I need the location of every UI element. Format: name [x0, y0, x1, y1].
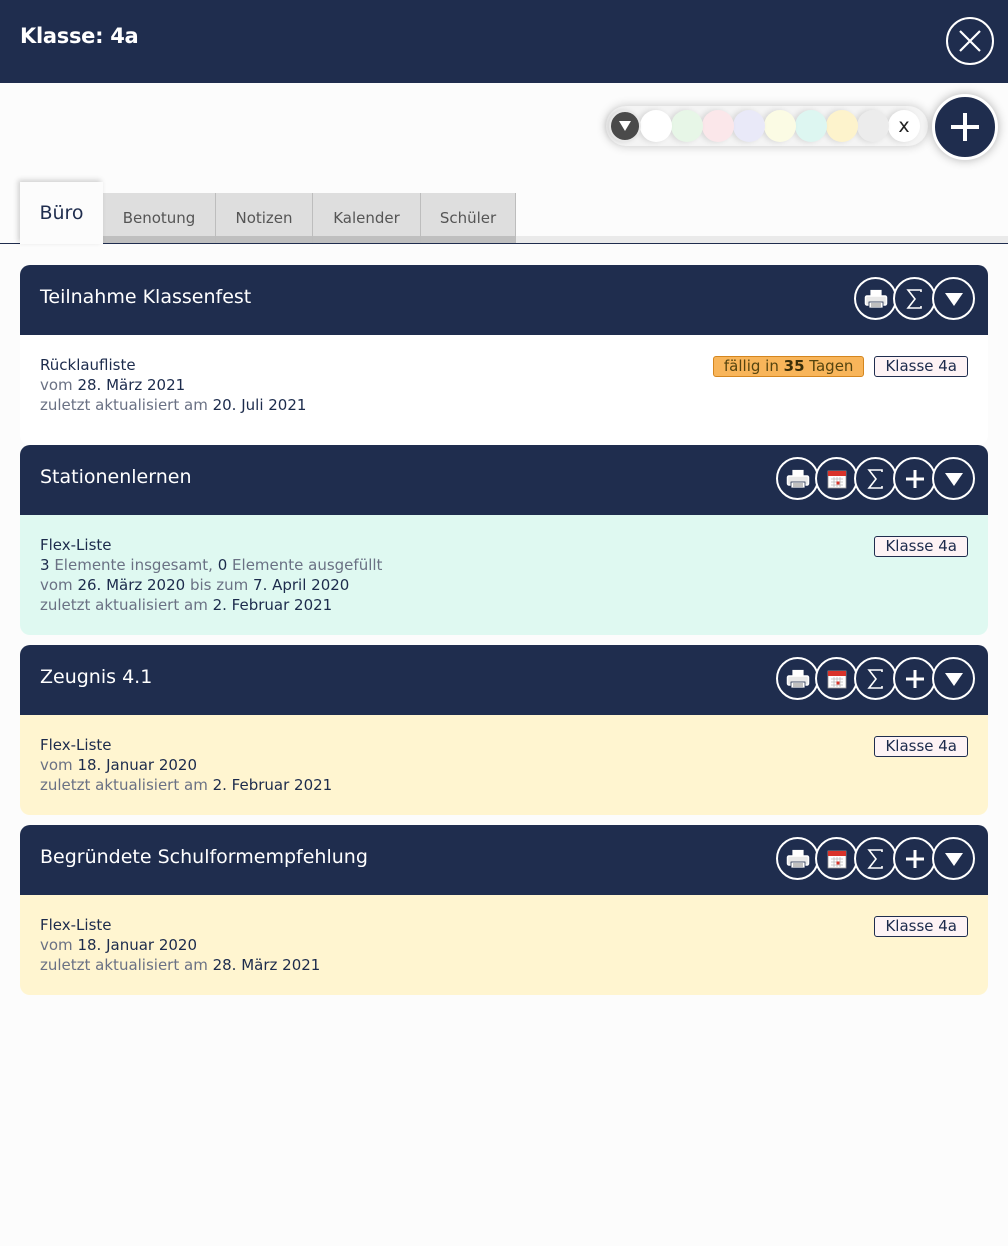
- color-swatch-gray[interactable]: [857, 110, 889, 142]
- class-badge: Klasse 4a: [874, 536, 968, 557]
- class-badge: Klasse 4a: [874, 356, 968, 377]
- triangle-down-icon: [618, 120, 632, 132]
- triangle-down-icon: [944, 291, 964, 307]
- sum-button[interactable]: [854, 457, 897, 500]
- sum-button[interactable]: [854, 837, 897, 880]
- updated-date: 28. März 2021: [212, 956, 321, 974]
- title-bar: [0, 0, 1008, 83]
- print-button[interactable]: [776, 657, 819, 700]
- updated-line: zuletzt aktualisiert am 20. Juli 2021: [40, 396, 307, 414]
- triangle-down-icon: [944, 471, 964, 487]
- card-title: Teilnahme Klassenfest: [40, 286, 252, 308]
- color-filter-toggle[interactable]: [609, 110, 641, 142]
- list-type: Flex-Liste: [40, 736, 112, 754]
- tabs-shade: [515, 236, 1008, 243]
- due-badge: fällig in 35 Tagen: [713, 356, 865, 377]
- card-title: Stationenlernen: [40, 466, 192, 488]
- created-date: 18. Januar 2020: [77, 756, 198, 774]
- list-card: [20, 645, 988, 815]
- plus-icon: [904, 848, 926, 870]
- close-button[interactable]: [946, 17, 994, 65]
- created-date: 26. März 2020: [77, 576, 186, 594]
- list-type: Rücklaufliste: [40, 356, 136, 374]
- card-actions: [776, 837, 975, 880]
- printer-icon: [786, 668, 810, 690]
- created-line: vom 28. März 2021: [40, 376, 186, 394]
- card-header[interactable]: [20, 645, 988, 715]
- card-body[interactable]: [20, 895, 988, 995]
- triangle-down-icon: [944, 851, 964, 867]
- list-type: Flex-Liste: [40, 916, 112, 934]
- color-swatch-lavender[interactable]: [733, 110, 765, 142]
- card-actions: [776, 457, 975, 500]
- updated-date: 20. Juli 2021: [212, 396, 307, 414]
- list-card: [20, 445, 988, 635]
- element-count-filled: 0: [217, 556, 228, 574]
- element-count-total: 3: [40, 556, 50, 574]
- calendar-icon: [827, 469, 847, 489]
- date-range-line: vom 26. März 2020 bis zum 7. April 2020: [40, 576, 350, 594]
- updated-date: 2. Februar 2021: [212, 596, 333, 614]
- class-badge: Klasse 4a: [874, 736, 968, 757]
- triangle-down-icon: [944, 671, 964, 687]
- calendar-button[interactable]: [815, 837, 858, 880]
- expand-button[interactable]: [932, 837, 975, 880]
- card-actions: [854, 277, 975, 320]
- expand-button[interactable]: [932, 277, 975, 320]
- card-body[interactable]: [20, 515, 988, 635]
- printer-icon: [786, 468, 810, 490]
- card-body[interactable]: [20, 335, 988, 445]
- add-list-button[interactable]: [932, 94, 998, 160]
- tab-buero[interactable]: Büro: [20, 182, 103, 244]
- tab-kalender[interactable]: Kalender: [313, 193, 421, 243]
- calendar-icon: [827, 849, 847, 869]
- element-count-line: 3 Elemente insgesamt, 0 Elemente ausgefüllt: [40, 556, 383, 574]
- printer-icon: [864, 288, 888, 310]
- add-entry-button[interactable]: [893, 657, 936, 700]
- color-swatch-pink[interactable]: [702, 110, 734, 142]
- updated-line: zuletzt aktualisiert am 28. März 2021: [40, 956, 321, 974]
- color-swatch-cream[interactable]: [764, 110, 796, 142]
- card-badges: [874, 916, 968, 937]
- card-body[interactable]: [20, 715, 988, 815]
- card-header[interactable]: [20, 825, 988, 895]
- list-card: [20, 825, 988, 995]
- color-filter-bar: [606, 106, 928, 146]
- color-swatch-white[interactable]: [640, 110, 672, 142]
- sigma-icon: [905, 288, 925, 310]
- card-badges: [874, 536, 968, 557]
- created-date: 28. März 2021: [77, 376, 186, 394]
- updated-line: zuletzt aktualisiert am 2. Februar 2021: [40, 776, 333, 794]
- list-type: Flex-Liste: [40, 536, 112, 554]
- plus-icon: [904, 668, 926, 690]
- sigma-icon: [866, 848, 886, 870]
- plus-icon: [948, 110, 982, 144]
- calendar-button[interactable]: [815, 457, 858, 500]
- tabs-divider: [0, 243, 1008, 244]
- card-badges: [874, 736, 968, 757]
- calendar-button[interactable]: [815, 657, 858, 700]
- sum-button[interactable]: [854, 657, 897, 700]
- clear-color-filter-button[interactable]: x: [888, 110, 920, 142]
- created-line: vom 18. Januar 2020: [40, 756, 198, 774]
- print-button[interactable]: [776, 457, 819, 500]
- add-entry-button[interactable]: [893, 837, 936, 880]
- add-entry-button[interactable]: [893, 457, 936, 500]
- created-line: vom 18. Januar 2020: [40, 936, 198, 954]
- page-title: Klasse: 4a: [20, 24, 139, 48]
- sigma-icon: [866, 668, 886, 690]
- tab-notizen[interactable]: Notizen: [216, 193, 313, 243]
- print-button[interactable]: [854, 277, 897, 320]
- card-header[interactable]: [20, 265, 988, 335]
- card-title: Zeugnis 4.1: [40, 666, 153, 688]
- color-swatch-green[interactable]: [671, 110, 703, 142]
- printer-icon: [786, 848, 810, 870]
- color-swatch-mint[interactable]: [795, 110, 827, 142]
- card-actions: [776, 657, 975, 700]
- tab-schueler[interactable]: Schüler: [421, 193, 516, 243]
- sigma-icon: [866, 468, 886, 490]
- class-badge: Klasse 4a: [874, 916, 968, 937]
- sum-button[interactable]: [893, 277, 936, 320]
- print-button[interactable]: [776, 837, 819, 880]
- updated-date: 2. Februar 2021: [212, 776, 333, 794]
- close-icon: [957, 28, 983, 54]
- list-card: [20, 265, 988, 445]
- updated-line: zuletzt aktualisiert am 2. Februar 2021: [40, 596, 333, 614]
- end-date: 7. April 2020: [253, 576, 350, 594]
- card-header[interactable]: [20, 445, 988, 515]
- calendar-icon: [827, 669, 847, 689]
- card-badges: [713, 356, 968, 377]
- plus-icon: [904, 468, 926, 490]
- created-date: 18. Januar 2020: [77, 936, 198, 954]
- expand-button[interactable]: [932, 457, 975, 500]
- tab-benotung[interactable]: Benotung: [103, 193, 216, 243]
- card-title: Begründete Schulformempfehlung: [40, 846, 368, 868]
- expand-button[interactable]: [932, 657, 975, 700]
- color-swatch-yellow[interactable]: [826, 110, 858, 142]
